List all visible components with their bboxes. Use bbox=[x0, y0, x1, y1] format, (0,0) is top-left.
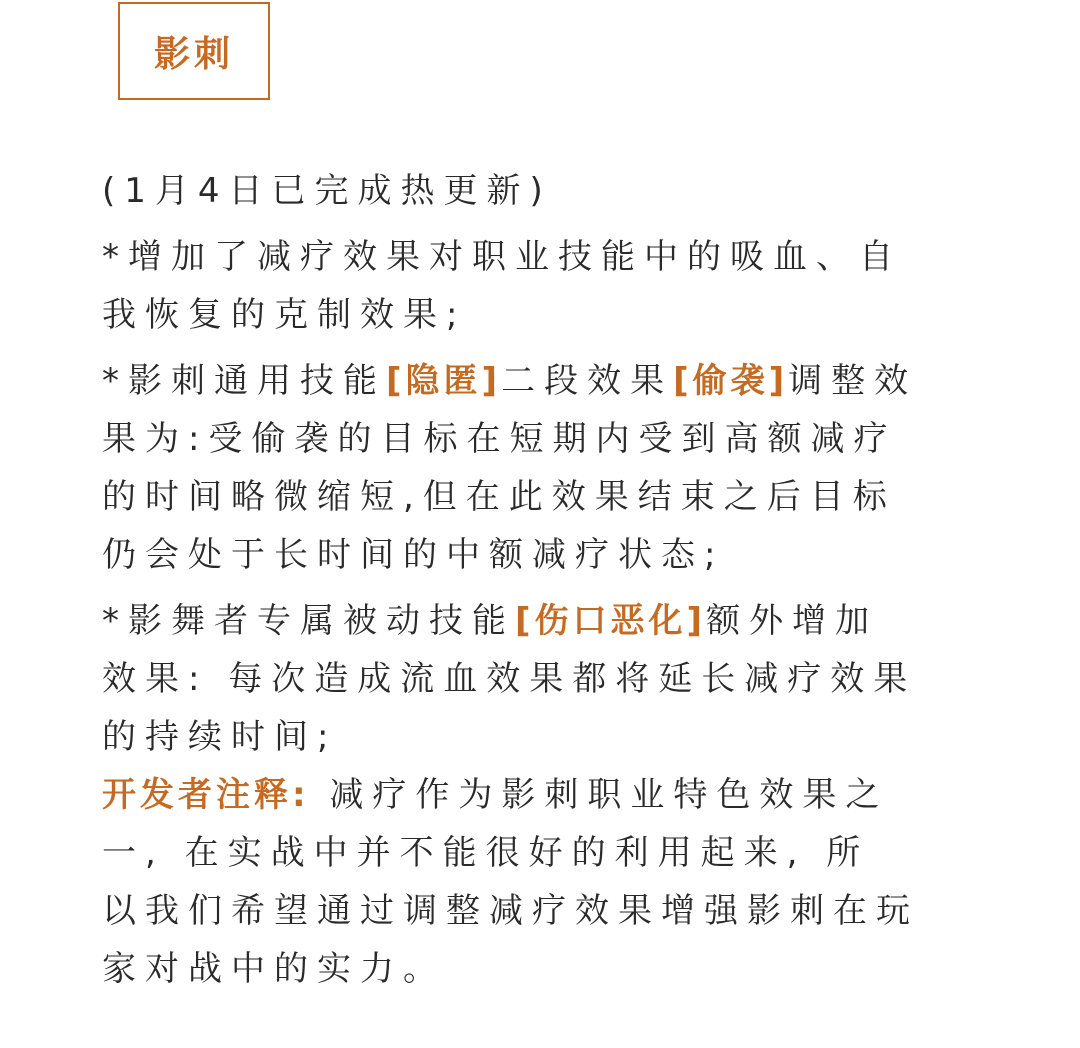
title-box bbox=[118, 2, 270, 100]
note-line: 仍会处于长时间的中额减疗状态; bbox=[102, 535, 725, 575]
note-text: 二段效果 bbox=[501, 361, 674, 401]
skill-name-wound-worsen: [伤口恶化] bbox=[515, 601, 707, 641]
note-line: 以我们希望通过调整减疗效果增强影刺在玩 bbox=[102, 891, 919, 931]
note-item-1 bbox=[102, 228, 982, 344]
note-item-2 bbox=[102, 352, 982, 584]
note-line: 我恢复的克制效果; bbox=[102, 295, 467, 335]
developer-note bbox=[102, 766, 982, 998]
note-line bbox=[102, 592, 982, 650]
skill-name-sneak-attack: [偷袭] bbox=[673, 361, 789, 401]
note-line: 的持续时间; bbox=[102, 717, 338, 757]
note-line: *增加了减疗效果对职业技能中的吸血、自 bbox=[102, 237, 902, 277]
note-line: 果为:受偷袭的目标在短期内受到高额减疗 bbox=[102, 419, 897, 459]
update-note: (1月4日已完成热更新) bbox=[102, 171, 552, 211]
skill-name-hidden: [隐匿] bbox=[386, 361, 502, 401]
note-text: 减疗作为影刺职业特色效果之 bbox=[309, 775, 889, 815]
note-text: 调整效 bbox=[788, 361, 918, 401]
note-text: 额外增加 bbox=[706, 601, 879, 641]
patch-notes bbox=[102, 162, 982, 998]
note-item-3 bbox=[102, 592, 982, 766]
note-line bbox=[102, 352, 982, 410]
note-line bbox=[102, 766, 982, 824]
note-text: *影刺通用技能 bbox=[102, 361, 386, 401]
note-line: 家对战中的实力。 bbox=[102, 949, 446, 989]
note-line: 效果: 每次造成流血效果都将延长减疗效果 bbox=[102, 659, 917, 699]
developer-note-label: 开发者注释: bbox=[102, 775, 310, 815]
page-title: 影刺 bbox=[153, 33, 234, 75]
note-text: *影舞者专属被动技能 bbox=[102, 601, 515, 641]
note-line: 一, 在实战中并不能很好的利用起来, 所 bbox=[102, 833, 870, 873]
note-line: 的时间略微缩短,但在此效果结束之后目标 bbox=[102, 477, 896, 517]
